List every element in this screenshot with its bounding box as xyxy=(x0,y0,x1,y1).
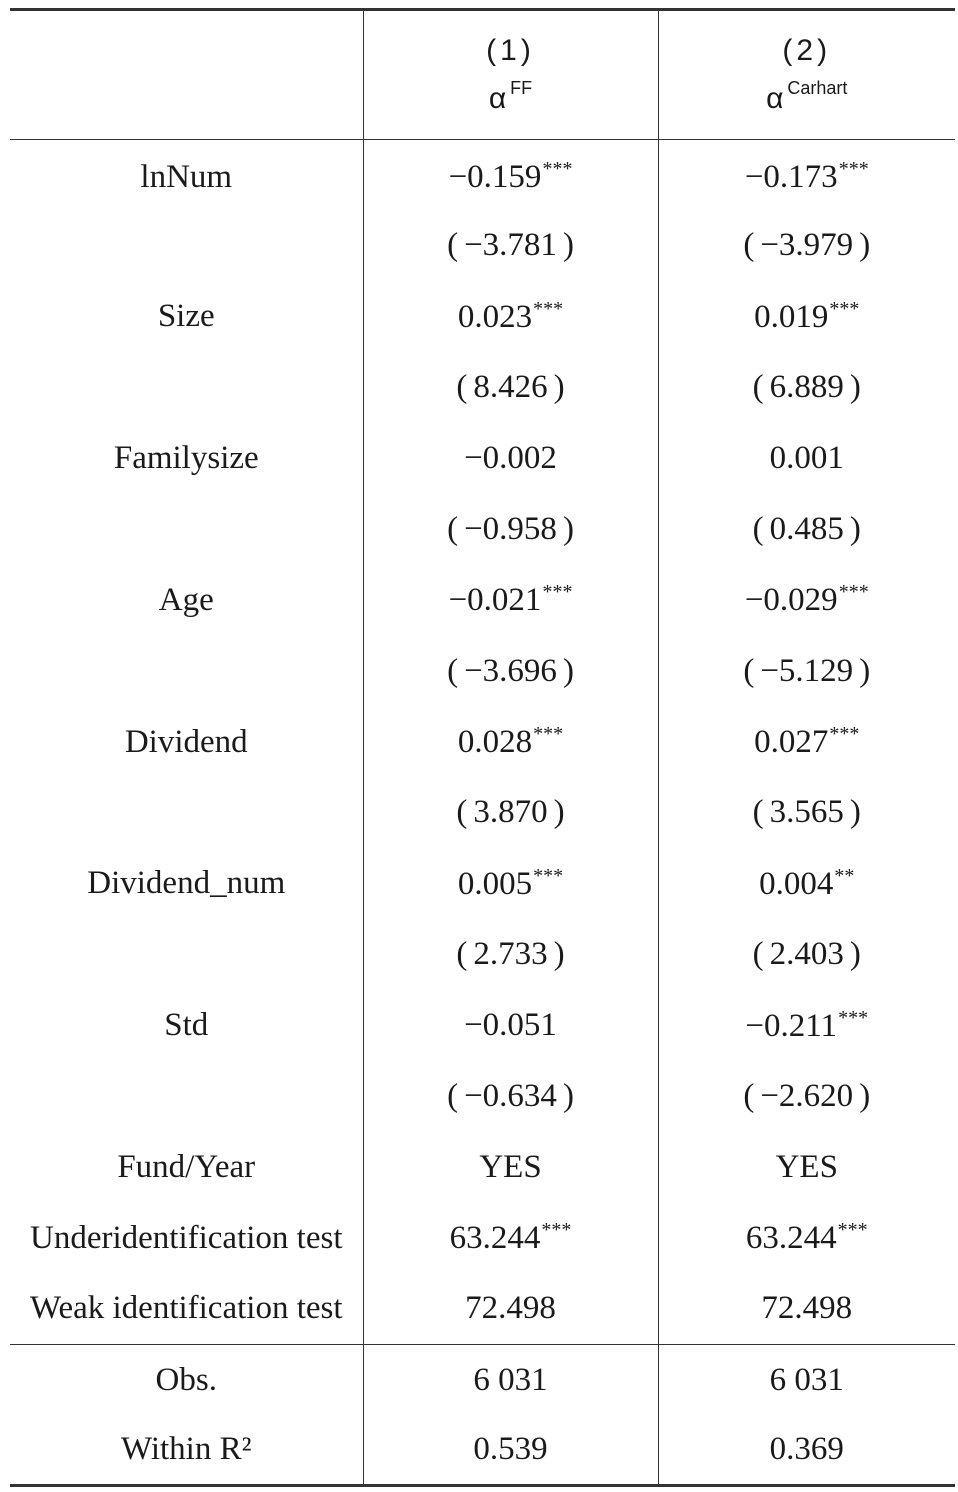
row-label: Weak identification test xyxy=(29,1290,343,1327)
row-label: Familysize xyxy=(113,440,259,476)
cell-value: −5.129 xyxy=(760,652,854,689)
coefficient-row xyxy=(10,1274,955,1345)
significance-stars: *** xyxy=(533,297,564,320)
cell-value: 0.023 xyxy=(457,298,533,335)
cell-value: 3.565 xyxy=(769,794,844,831)
header-col-1-number: (1) xyxy=(486,33,535,67)
significance-stars: *** xyxy=(838,581,869,604)
cell-col-2 xyxy=(658,778,955,849)
table-footer xyxy=(10,1345,955,1486)
cell-value: 0.028 xyxy=(457,724,533,761)
paren-open: ( xyxy=(456,936,468,973)
significance-stars: ** xyxy=(834,864,855,887)
cell-value: −0.029 xyxy=(744,582,838,619)
cell-value: −3.781 xyxy=(464,227,557,264)
cell-value: −0.002 xyxy=(464,440,557,476)
cell-value: 6.889 xyxy=(769,369,844,406)
t-stat-row xyxy=(10,1061,955,1132)
cell-col-2 xyxy=(658,1203,955,1274)
cell-value: YES xyxy=(479,1148,542,1185)
header-col-2 xyxy=(658,10,955,140)
coefficient-row xyxy=(10,990,955,1061)
cell-value: 63.244 xyxy=(745,1220,837,1257)
coefficient-row xyxy=(10,707,955,778)
row-label xyxy=(10,919,363,990)
coefficient-row xyxy=(10,281,955,352)
paren-open: ( xyxy=(456,369,468,406)
paren-open: ( xyxy=(743,1078,755,1115)
cell-col-1 xyxy=(363,1274,658,1345)
cell-col-2 xyxy=(658,990,955,1061)
cell-col-1 xyxy=(363,494,658,565)
cell-col-1 xyxy=(363,423,658,494)
cell-value: 0.539 xyxy=(473,1431,548,1468)
cell-value: −0.958 xyxy=(464,510,557,547)
significance-stars: *** xyxy=(542,158,573,181)
cell-col-2 xyxy=(658,140,955,211)
significance-stars: *** xyxy=(533,723,564,746)
t-stat-row xyxy=(10,494,955,565)
significance-stars: *** xyxy=(533,864,564,887)
cell-col-2 xyxy=(658,848,955,919)
cell-value: 2.403 xyxy=(769,936,844,973)
paren-open: ( xyxy=(743,227,755,264)
cell-value: −0.211 xyxy=(745,1007,838,1044)
row-label xyxy=(10,210,363,281)
header-col-1-alpha xyxy=(364,69,658,118)
cell-col-2 xyxy=(658,1061,955,1132)
cell-value: 0.005 xyxy=(457,865,533,902)
paren-close: ) xyxy=(562,227,574,264)
t-stat-row xyxy=(10,778,955,849)
cell-col-2 xyxy=(658,352,955,423)
cell-value: 72.498 xyxy=(761,1290,853,1327)
cell-col-1 xyxy=(363,1345,658,1416)
footer-row xyxy=(10,1345,955,1416)
significance-stars: *** xyxy=(829,297,860,320)
cell-value: −0.159 xyxy=(448,159,542,196)
table-body xyxy=(10,140,955,1345)
cell-col-2 xyxy=(658,281,955,352)
cell-col-2 xyxy=(658,423,955,494)
header-col-1-alpha-symbol: α xyxy=(488,81,507,115)
coefficient-row xyxy=(10,1203,955,1274)
paren-open: ( xyxy=(752,510,764,547)
paren-close: ) xyxy=(562,652,574,689)
cell-value: −0.173 xyxy=(744,159,838,196)
row-label: Age xyxy=(158,581,214,618)
significance-stars: *** xyxy=(541,1219,572,1242)
cell-value: −0.051 xyxy=(464,1007,557,1044)
row-label: Underidentification test xyxy=(30,1219,343,1256)
significance-stars: *** xyxy=(838,1006,869,1029)
cell-col-2 xyxy=(658,1415,955,1486)
cell-value: −2.620 xyxy=(760,1078,854,1115)
paren-open: ( xyxy=(752,936,764,973)
coefficient-row xyxy=(10,565,955,636)
t-stat-row xyxy=(10,352,955,423)
paren-open: ( xyxy=(447,227,459,264)
cell-col-2 xyxy=(658,707,955,778)
cell-value: 0.369 xyxy=(769,1431,844,1468)
paren-open: ( xyxy=(752,369,764,406)
row-label: Fund/Year xyxy=(117,1148,256,1185)
cell-value: 0.019 xyxy=(754,298,829,335)
significance-stars: *** xyxy=(838,158,869,181)
cell-col-1 xyxy=(363,281,658,352)
cell-value: 8.426 xyxy=(473,369,548,406)
cell-value: 0.485 xyxy=(769,510,844,547)
cell-value: YES xyxy=(775,1148,838,1185)
header-col-1-superscript: FF xyxy=(510,77,533,98)
cell-col-1 xyxy=(363,1203,658,1274)
regression-table-container xyxy=(10,8,955,1487)
coefficient-row xyxy=(10,848,955,919)
row-label xyxy=(10,1061,363,1132)
coefficient-row xyxy=(10,423,955,494)
cell-col-1 xyxy=(363,990,658,1061)
cell-col-2 xyxy=(658,1274,955,1345)
regression-table xyxy=(10,8,955,1487)
cell-col-1 xyxy=(363,1132,658,1203)
row-label: lnNum xyxy=(140,158,233,195)
cell-col-1 xyxy=(363,352,658,423)
paren-close: ) xyxy=(562,510,574,547)
paren-open: ( xyxy=(447,1078,459,1115)
cell-col-2 xyxy=(658,1132,955,1203)
cell-col-2 xyxy=(658,636,955,707)
header-corner xyxy=(10,10,363,140)
cell-col-1 xyxy=(363,636,658,707)
cell-col-2 xyxy=(658,1345,955,1416)
paren-close: ) xyxy=(553,369,565,406)
paren-close: ) xyxy=(859,652,871,689)
t-stat-row xyxy=(10,210,955,281)
cell-col-2 xyxy=(658,210,955,281)
row-label: Within R² xyxy=(121,1431,252,1468)
header-col-1 xyxy=(363,10,658,140)
cell-value: −0.634 xyxy=(464,1078,557,1115)
cell-col-1 xyxy=(363,210,658,281)
significance-stars: *** xyxy=(829,723,860,746)
paren-close: ) xyxy=(553,936,565,973)
row-label: Std xyxy=(164,1007,209,1044)
cell-value: 3.870 xyxy=(473,794,548,831)
cell-col-1 xyxy=(363,1061,658,1132)
cell-value: −0.021 xyxy=(448,582,542,619)
t-stat-row xyxy=(10,919,955,990)
header-col-2-alpha-symbol: α xyxy=(766,81,784,115)
coefficient-row xyxy=(10,140,955,211)
cell-col-2 xyxy=(658,919,955,990)
cell-value: 0.001 xyxy=(769,440,844,476)
significance-stars: *** xyxy=(542,581,573,604)
paren-close: ) xyxy=(849,936,861,973)
cell-col-2 xyxy=(658,494,955,565)
cell-col-1 xyxy=(363,140,658,211)
significance-stars: *** xyxy=(837,1219,868,1242)
paren-open: ( xyxy=(752,794,764,831)
cell-col-1 xyxy=(363,707,658,778)
cell-value: 0.027 xyxy=(754,724,829,761)
row-label xyxy=(10,352,363,423)
paren-close: ) xyxy=(849,510,861,547)
cell-value: −3.979 xyxy=(760,227,854,264)
cell-col-1 xyxy=(363,1415,658,1486)
cell-col-2 xyxy=(658,565,955,636)
paren-open: ( xyxy=(456,794,468,831)
cell-value: 2.733 xyxy=(473,936,548,973)
cell-col-1 xyxy=(363,778,658,849)
cell-col-1 xyxy=(363,919,658,990)
row-label: Obs. xyxy=(10,1345,363,1416)
row-label: Dividend_num xyxy=(87,865,286,902)
paren-open: ( xyxy=(743,652,755,689)
paren-open: ( xyxy=(447,510,459,547)
row-label xyxy=(10,636,363,707)
cell-value: 6 031 xyxy=(473,1361,548,1398)
row-label: Size xyxy=(157,298,215,335)
row-label: Dividend xyxy=(124,723,248,760)
header-row xyxy=(10,10,955,140)
cell-value: −3.696 xyxy=(464,652,557,689)
paren-open: ( xyxy=(447,652,459,689)
paren-close: ) xyxy=(562,1078,574,1115)
cell-col-1 xyxy=(363,848,658,919)
cell-value: 72.498 xyxy=(465,1290,556,1327)
paren-close: ) xyxy=(859,227,871,264)
header-col-2-alpha xyxy=(659,69,956,118)
paren-close: ) xyxy=(849,369,861,406)
row-label xyxy=(10,778,363,849)
paren-close: ) xyxy=(849,794,861,831)
paren-close: ) xyxy=(859,1078,871,1115)
row-label xyxy=(10,494,363,565)
cell-value: 6 031 xyxy=(769,1361,844,1398)
coefficient-row xyxy=(10,1132,955,1203)
cell-col-1 xyxy=(363,565,658,636)
cell-value: 0.004 xyxy=(759,865,834,902)
footer-row xyxy=(10,1415,955,1486)
t-stat-row xyxy=(10,636,955,707)
header-col-2-number: (2) xyxy=(782,33,832,67)
cell-value: 63.244 xyxy=(449,1220,541,1257)
paren-close: ) xyxy=(553,794,565,831)
header-col-2-superscript: Carhart xyxy=(787,77,848,98)
